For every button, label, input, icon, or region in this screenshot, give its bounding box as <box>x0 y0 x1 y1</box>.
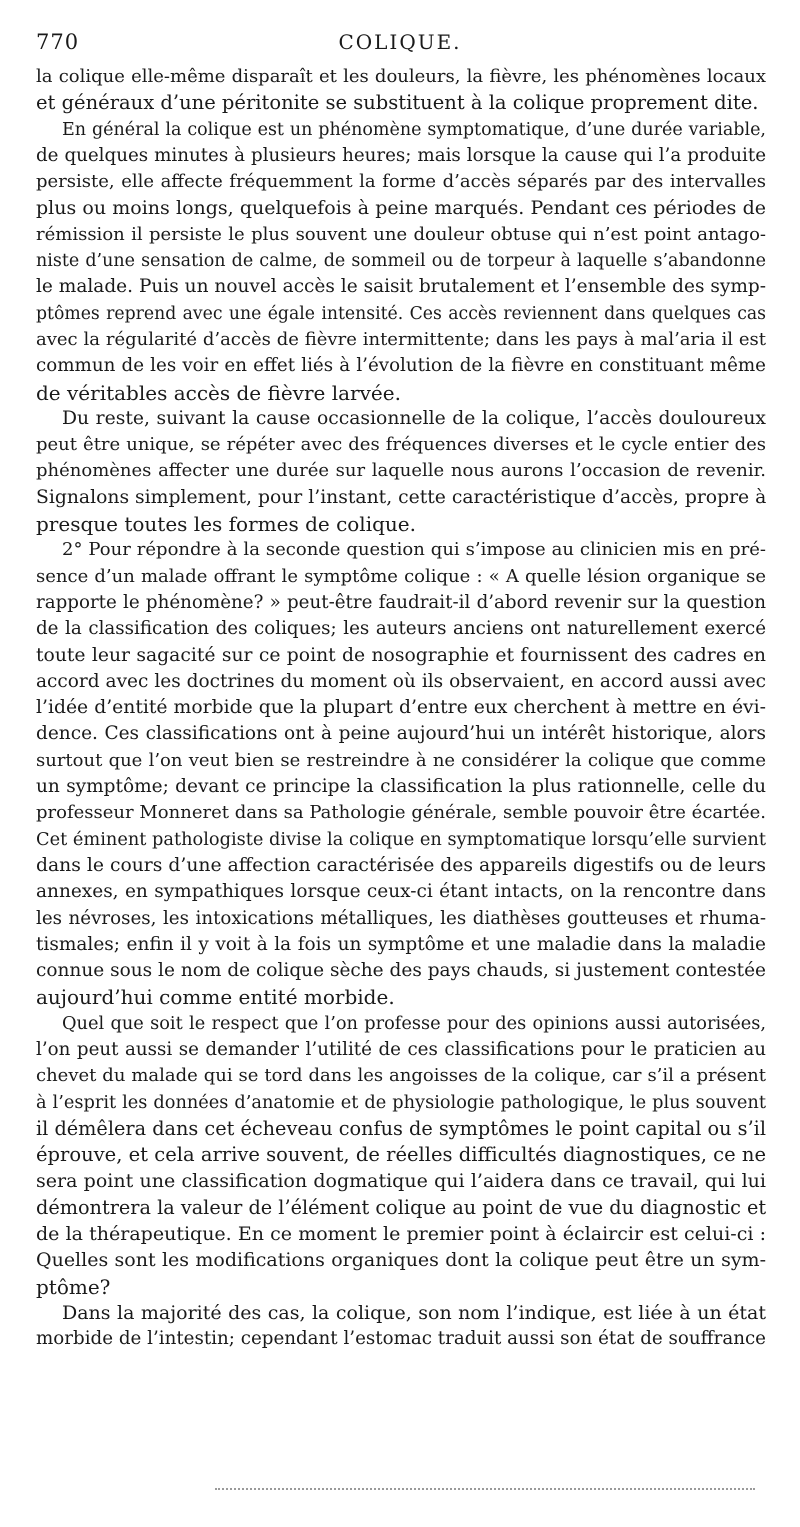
text-line: sera point une classification dogmatique qui l’aidera dans ce travail, qui lui <box>36 1170 766 1193</box>
text-line: les névroses, les intoxications métalliques, les diathèses goutteuses et rhuma- <box>36 907 766 929</box>
text-line: de la classification des coliques; les auteurs anciens ont naturellement exercé <box>36 618 766 640</box>
text-line: En général la colique est un phénomène symptomatique, d’une durée variable, <box>62 119 766 140</box>
text-line: dans le cours d’une affection caractérisée des appareils digestifs ou de leurs <box>36 854 766 876</box>
text-line: annexes, en sympathiques lorsque ceux-ci étant intacts, on la rencontre dans <box>36 881 766 903</box>
text-line: il démêlera dans cet écheveau confus de symptômes le point capital ou s’il <box>36 1116 766 1140</box>
footer-rule <box>215 1488 755 1490</box>
text-line: de quelques minutes à plusieurs heures; mais lorsque la cause qui l’a produite <box>36 144 766 166</box>
text-line: Du reste, suivant la cause occasionnelle de la colique, l’accès douloureux <box>62 407 766 429</box>
text-line: morbide de l’intestin; cependant l’estomac traduit aussi son état de souffrance <box>36 1328 766 1350</box>
text-line: Quelles sont les modifications organiques dont la colique peut être un sym- <box>36 1249 766 1272</box>
text-line: Cet éminent pathologiste divise la colique en symptomatique lorsqu’elle survient <box>36 829 766 850</box>
text-line: à l’esprit les données d’anatomie et de physiologie pathologique, le plus souvent <box>36 1092 766 1113</box>
text-line: et généraux d’une péritonite se substituent à la colique proprement dite. <box>36 91 759 115</box>
text-line: un symptôme; devant ce principe la classification la plus rationnelle, celle du <box>36 776 766 798</box>
text-line: démontrera la valeur de l’élément colique au point de vue du diagnostic et <box>36 1195 767 1219</box>
text-line: peut être unique, se répéter avec des fréquences diverses et le cycle entier des <box>36 434 766 456</box>
text-line: rapporte le phénomène? » peut-être faudrait-il d’abord revenir sur la question <box>36 591 766 613</box>
text-line: persiste, elle affecte fréquemment la forme d’accès séparés par des intervalles <box>36 171 766 193</box>
text-line: sence d’un malade offrant le symptôme colique : « A quelle lésion organique se <box>36 565 766 587</box>
text-line: toute leur sagacité sur ce point de nosographie et fournissent des cadres en <box>36 644 766 666</box>
text-line: phénomènes affecter une durée sur laquelle nous aurons l’occasion de revenir. <box>36 460 766 482</box>
text-line: plus ou moins longs, quelquefois à peine marqués. Pendant ces périodes de <box>36 197 766 220</box>
text-line: 2° Pour répondre à la seconde question qui s’impose au clinicien mis en pré- <box>62 539 766 561</box>
text-line: éprouve, et cela arrive souvent, de réelles difficultés diagnostiques, ce ne <box>36 1143 766 1167</box>
text-line: ptômes reprend avec une égale intensité. Ces accès reviennent dans quelques cas <box>36 303 766 324</box>
text-line: surtout que l’on veut bien se restreindre à ne considérer la colique que comme <box>36 749 766 771</box>
text-line: l’on peut aussi se demander l’utilité de ces classifications pour le praticien au <box>36 1038 766 1060</box>
text-line: le malade. Puis un nouvel accès le saisit brutalement et l’ensemble des symp- <box>36 276 766 298</box>
text-line: niste d’une sensation de calme, de sommeil ou de torpeur à laquelle s’abandonne <box>36 251 766 272</box>
text-line: avec la régularité d’accès de fièvre intermittente; dans les pays à mal’aria il est <box>36 328 766 350</box>
text-line: ptôme? <box>36 1274 111 1299</box>
text-line: accord avec les doctrines du moment où ils observaient, en accord aussi avec <box>36 670 766 692</box>
text-line: connue sous le nom de colique sèche des pays chauds, si justement contestée <box>36 960 766 982</box>
text-line: presque toutes les formes de colique. <box>36 512 416 537</box>
text-line: professeur Monneret dans sa Pathologie générale, semble pouvoir être écartée. <box>36 802 766 824</box>
page-body <box>36 64 766 1353</box>
text-line: l’idée d’entité morbide que la plupart d’entre eux cherchent à mettre en évi- <box>36 697 766 719</box>
text-line: tismales; enfin il y voit à la fois un symptôme et une maladie dans la maladie <box>36 933 766 955</box>
text-line: Quel que soit le respect que l’on professe pour des opinions aussi autorisées, <box>62 1013 766 1034</box>
text-line: chevet du malade qui se tord dans les angoisses de la colique, car s’il a présent <box>36 1065 766 1087</box>
text-line: rémission il persiste le plus souvent une douleur obtuse qui n’est point antago- <box>36 223 766 245</box>
text-line: commun de les voir en effet liés à l’évolution de la fièvre en constituant même <box>36 355 766 377</box>
text-line: aujourd’hui comme entité morbide. <box>36 985 395 1010</box>
text-line: de véritables accès de fièvre larvée. <box>36 380 401 405</box>
page-header <box>36 30 766 58</box>
text-line: de la thérapeutique. En ce moment le premier point à éclaircir est celui-ci : <box>36 1223 766 1246</box>
text-line: la colique elle-même disparaît et les douleurs, la fièvre, les phénomènes locaux <box>36 66 766 87</box>
page-number: 770 <box>36 30 80 54</box>
text-line: Dans la majorité des cas, la colique, son nom l’indique, est liée à un état <box>62 1301 766 1324</box>
text-line: dence. Ces classifications ont à peine aujourd’hui un intérêt historique, alors <box>36 723 766 745</box>
text-line: Signalons simplement, pour l’instant, cette caractéristique d’accès, propre à <box>36 486 767 508</box>
running-title: COLIQUE. <box>338 30 462 54</box>
